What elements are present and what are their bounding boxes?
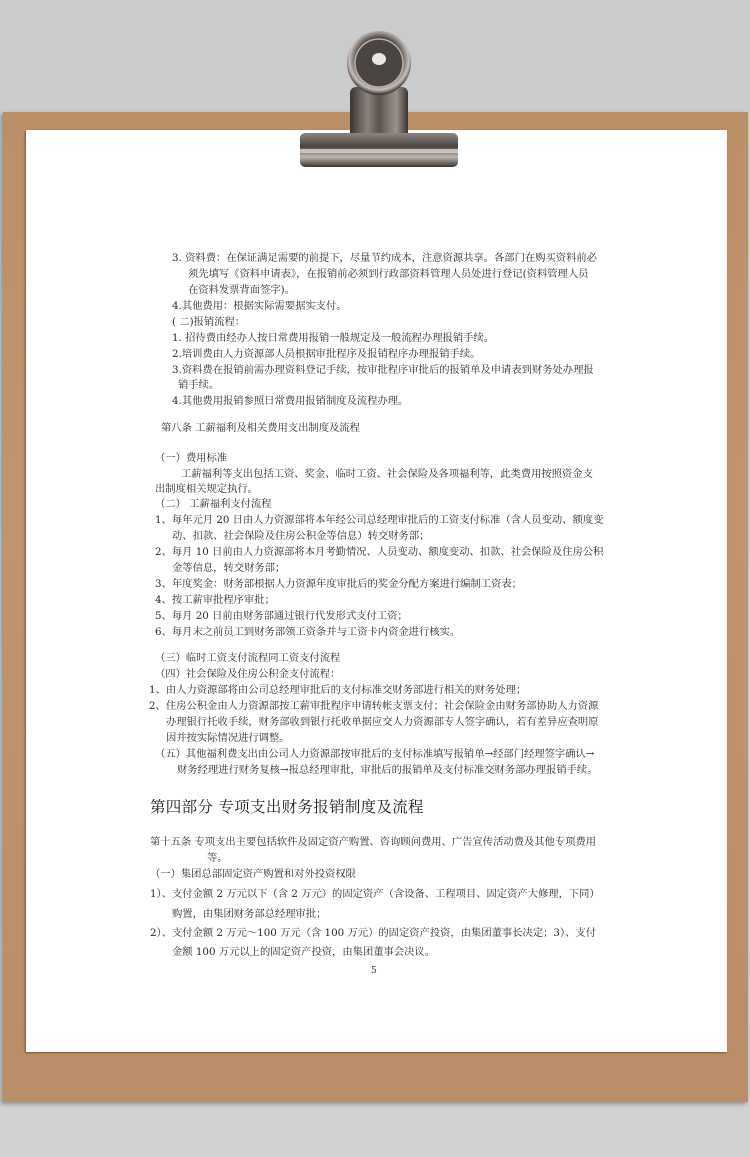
- list-item: 1. 招待费由经办人按日常费用报销一般规定及一般流程办理报销手续。: [172, 332, 495, 344]
- list-item: 办理银行托收手续，财务部收到银行托收单据应交人力资源部专人签字确认，若有差异应查明原: [166, 716, 599, 728]
- subheading: （三）临时工资支付流程同工资支付流程: [155, 652, 341, 664]
- list-item: 4、按工薪审批程序审批；: [155, 594, 275, 606]
- paragraph: 在资料发票背面签字)。: [188, 284, 295, 296]
- paragraph: 出制度相关规定执行。: [155, 483, 258, 495]
- page-number: 5: [371, 966, 377, 976]
- article-heading: 第十五条 专项支出主要包括软件及固定资产购置、咨询顾问费用、广告宣传活动费及其他专项费用: [150, 836, 597, 848]
- section-heading: 第四部分 专项支出财务报销制度及流程: [150, 798, 424, 816]
- subheading: ( 二)报销流程：: [172, 316, 246, 328]
- binder-clip-icon: [296, 25, 462, 171]
- list-item: 购置，由集团财务部总经理审批；: [172, 908, 327, 920]
- subheading: （二） 工薪福利支付流程: [155, 498, 272, 510]
- list-item: 1）、支付金额 2 万元以下（含 2 万元）的固定资产（含设备、工程项目、固定资产大修理，下同）: [150, 888, 600, 900]
- list-item: 1、每年元月 20 日由人力资源部将本年经公司总经理审批后的工资支付标准（含人员变动、额度变: [155, 514, 604, 526]
- subheading: （一）费用标准: [155, 452, 228, 464]
- list-item: 5、每月 20 日前由财务部通过银行代发形式支付工资；: [155, 610, 408, 622]
- list-item: 6、每月末之前员工到财务部领工资条并与工资卡内资金进行核实。: [155, 626, 461, 638]
- list-item: 因并按实际情况进行调整。: [166, 732, 290, 744]
- list-item: 2、每月 10 日前由人力资源部将本月考勤情况、人员变动、额度变动、扣款、社会保险及住房公积: [155, 546, 604, 558]
- subheading: （一）集团总部固定资产购置和对外投资权限: [150, 868, 356, 880]
- subheading: （四）社会保险及住房公积金支付流程：: [155, 668, 341, 680]
- list-item: 2.培训费由人力资源部人员根据审批程序及报销程序办理报销手续。: [172, 348, 481, 360]
- list-item: 3.资料费在报销前需办理资料登记手续，按审批程序审批后的报销单及申请表到财务处办理报: [172, 364, 594, 376]
- list-item: 3、年度奖金：财务部根据人力资源年度审批后的奖金分配方案进行编制工资表；: [155, 578, 522, 590]
- article-heading: 第八条 工薪福利及相关费用支出制度及流程: [161, 422, 360, 434]
- paragraph: 3. 资料费：在保证满足需要的前提下，尽量节约成本，注意资源共享。各部门在购买资料前必: [172, 252, 597, 264]
- list-item: 2、住房公积金由人力资源部按工薪审批程序申请转帐支票支付；社会保险金由财务部协助人力资源: [149, 700, 599, 712]
- list-item: 销手续。: [178, 379, 220, 391]
- paragraph: 等。: [207, 852, 228, 864]
- paragraph: 工薪福利等支出包括工资、奖金、临时工资、社会保险及各项福利等，此类费用按照资金支: [181, 468, 593, 480]
- list-item: 动、扣款、社会保险及住房公积金等信息）转交财务部；: [172, 530, 430, 542]
- list-item: 金等信息，转交财务部；: [172, 562, 286, 574]
- list-item: 1、由人力资源部将由公司总经理审批后的支付标准交财务部进行相关的财务处理；: [149, 684, 527, 696]
- paragraph: 须先填写《资料申请表》，在报销前必须到行政部资料管理人员处进行登记(资料管理人员: [188, 268, 589, 280]
- list-item: 2）、支付金额 2 万元～100 万元（含 100 万元）的固定资产投资，由集团董事长决定；3）、支付: [150, 927, 597, 939]
- list-item: 金额 100 万元以上的固定资产投资，由集团董事会决议。: [172, 946, 436, 958]
- paragraph: 4.其他费用：根据实际需要据实支付。: [172, 300, 347, 312]
- paragraph: 财务经理进行财务复核→报总经理审批，审批后的报销单及支付标准交财务部办理报销手续。: [177, 764, 598, 776]
- list-item: 4.其他费用报销参照日常费用报销制度及流程办理。: [172, 395, 409, 407]
- paragraph: （五）其他福利费支出由公司人力资源部按审批后的支付标准填写报销单→经部门经理签字确认→: [155, 748, 595, 760]
